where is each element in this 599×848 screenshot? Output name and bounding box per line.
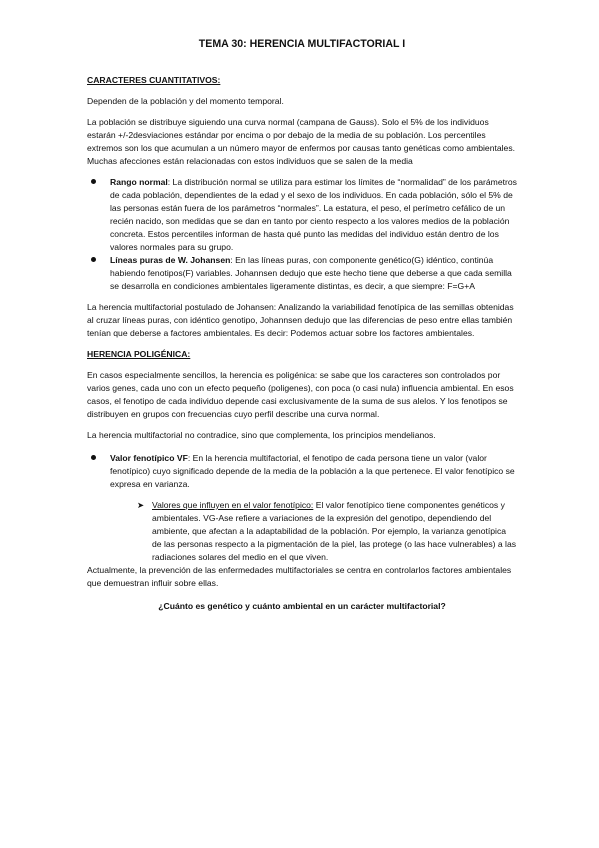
bullet-dot-icon — [91, 179, 96, 184]
bullet-term: Líneas puras de W. Johansen — [110, 255, 231, 265]
bullet-text: : La distribución normal se utiliza para estimar los límites de “normalidad” de los parámetros de cada población, dependientes de la edad y el sexo de los individuos. En cada población, sólo el 5% de las personas están fuera de los parámetros “normales”. La estatura, el peso, el perímetro cefálico de un recién nacido, son medidas que se dan en tanto por ciento respecto a los valores medios de la población concreta. Estos percentiles informan de hasta qué punto las medidas del individuo están dentro de los valores normales para su grupo. — [110, 177, 517, 252]
bullet-text: : En la herencia multifactorial, el fenotipo de cada persona tiene un valor (valor fenotípico) cuyo significado depende de la media de la población a la que pertenece. El valor fenotípico se expresa en varianza. — [110, 453, 515, 489]
paragraph-johansen: La herencia multifactorial postulado de Johansen: Analizando la variabilidad fenotípica de las semillas obtenidas al cruzar líneas puras, con idéntico genotipo, Johannsen dedujo que las diferencias de peso entre ellas también tenían que deberse a factores ambientales. Es decir: Podemos actuar sobre los factores ambientales. — [87, 302, 514, 338]
bullet-dot-icon — [91, 455, 96, 460]
paragraph-distribution: La población se distribuye siguiendo una curva normal (campana de Gauss). Solo el 5% de los individuos estarán +/-2desviaciones estándar por encima o por debajo de la media de su población. Los percentiles extremos son los que acumulan a un número mayor de enfermos por causas tanto genéticas como ambientales. Muchas afecciones están relacionadas con estos individuos que se salen de la media — [87, 117, 516, 166]
bullet-list-poligenica — [87, 452, 517, 491]
page-title: TEMA 30: HERENCIA MULTIFACTORIAL I — [198, 38, 406, 50]
page-content — [87, 38, 517, 613]
bullet-text: : En las líneas puras, con componente genético(G) idéntico, continúa habiendo fenotipos(F) variables. Johannsen dedujo que este hecho tiene que deberse a que cada semilla se desarrolla en condiciones ambientales ligeramente distintas, es decir, a que siempre: F=G+A — [110, 255, 512, 291]
bullet-term: Rango normal — [110, 177, 168, 187]
list-item-lineas-puras — [88, 254, 517, 293]
sub-item-term: Valores que influyen en el valor fenotípico: — [152, 500, 314, 510]
list-item-rango-normal — [88, 176, 517, 254]
bullet-dot-icon — [91, 257, 96, 262]
sub-list-item-valores — [137, 499, 517, 564]
bullet-term: Valor fenotípico VF — [110, 453, 188, 463]
paragraph-mendelianos: La herencia multifactorial no contradice, sino que complementa, los principios mendelianos. — [87, 430, 436, 440]
paragraph-poligenica: En casos especialmente sencillos, la herencia es poligénica: se sabe que los caracteres son controlados por varios genes, cada uno con un efecto pequeño (poligenes), con poca (o casi nula) influencia ambiental. En esos casos, el fenotipo de cada individuo depende casi exclusivamente de la suma de sus alelos. Y los fenotipos se distribuyen en grupos con frecuencias cuyo perfil describe una curva normal. — [87, 370, 514, 419]
paragraph-prevencion: Actualmente, la prevención de las enfermedades multifactoriales se centra en controlarlos factores ambientales que demuestran influir sobre ellas. — [87, 565, 512, 588]
bullet-list-caracteres — [87, 176, 517, 293]
section-heading-herencia-poligenica: HERENCIA POLIGÉNICA: — [87, 349, 191, 359]
arrow-bullet-icon: ➤ — [137, 500, 145, 510]
paragraph-intro: Dependen de la población y del momento temporal. — [87, 96, 284, 106]
list-item-valor-fenotipico — [88, 452, 517, 491]
sub-item-text: El valor fenotípico tiene componentes genéticos y ambientales. VG-Ase refiere a variaciones de la expresión del genotipo, dependiendo del ambiente, que afectan a la adaptabilidad de la población. Por ejemplo, la varianza genotípica de las personas respecto a la pigmentación de la piel, las protege (o las hace vulnerables) a las radiaciones solares del medio en el que viven. — [152, 500, 517, 562]
section-heading-caracteres-cuantitativos: CARACTERES CUANTITATIVOS: — [87, 75, 221, 85]
closing-question: ¿Cuánto es genético y cuánto ambiental en un carácter multifactorial? — [158, 601, 446, 611]
